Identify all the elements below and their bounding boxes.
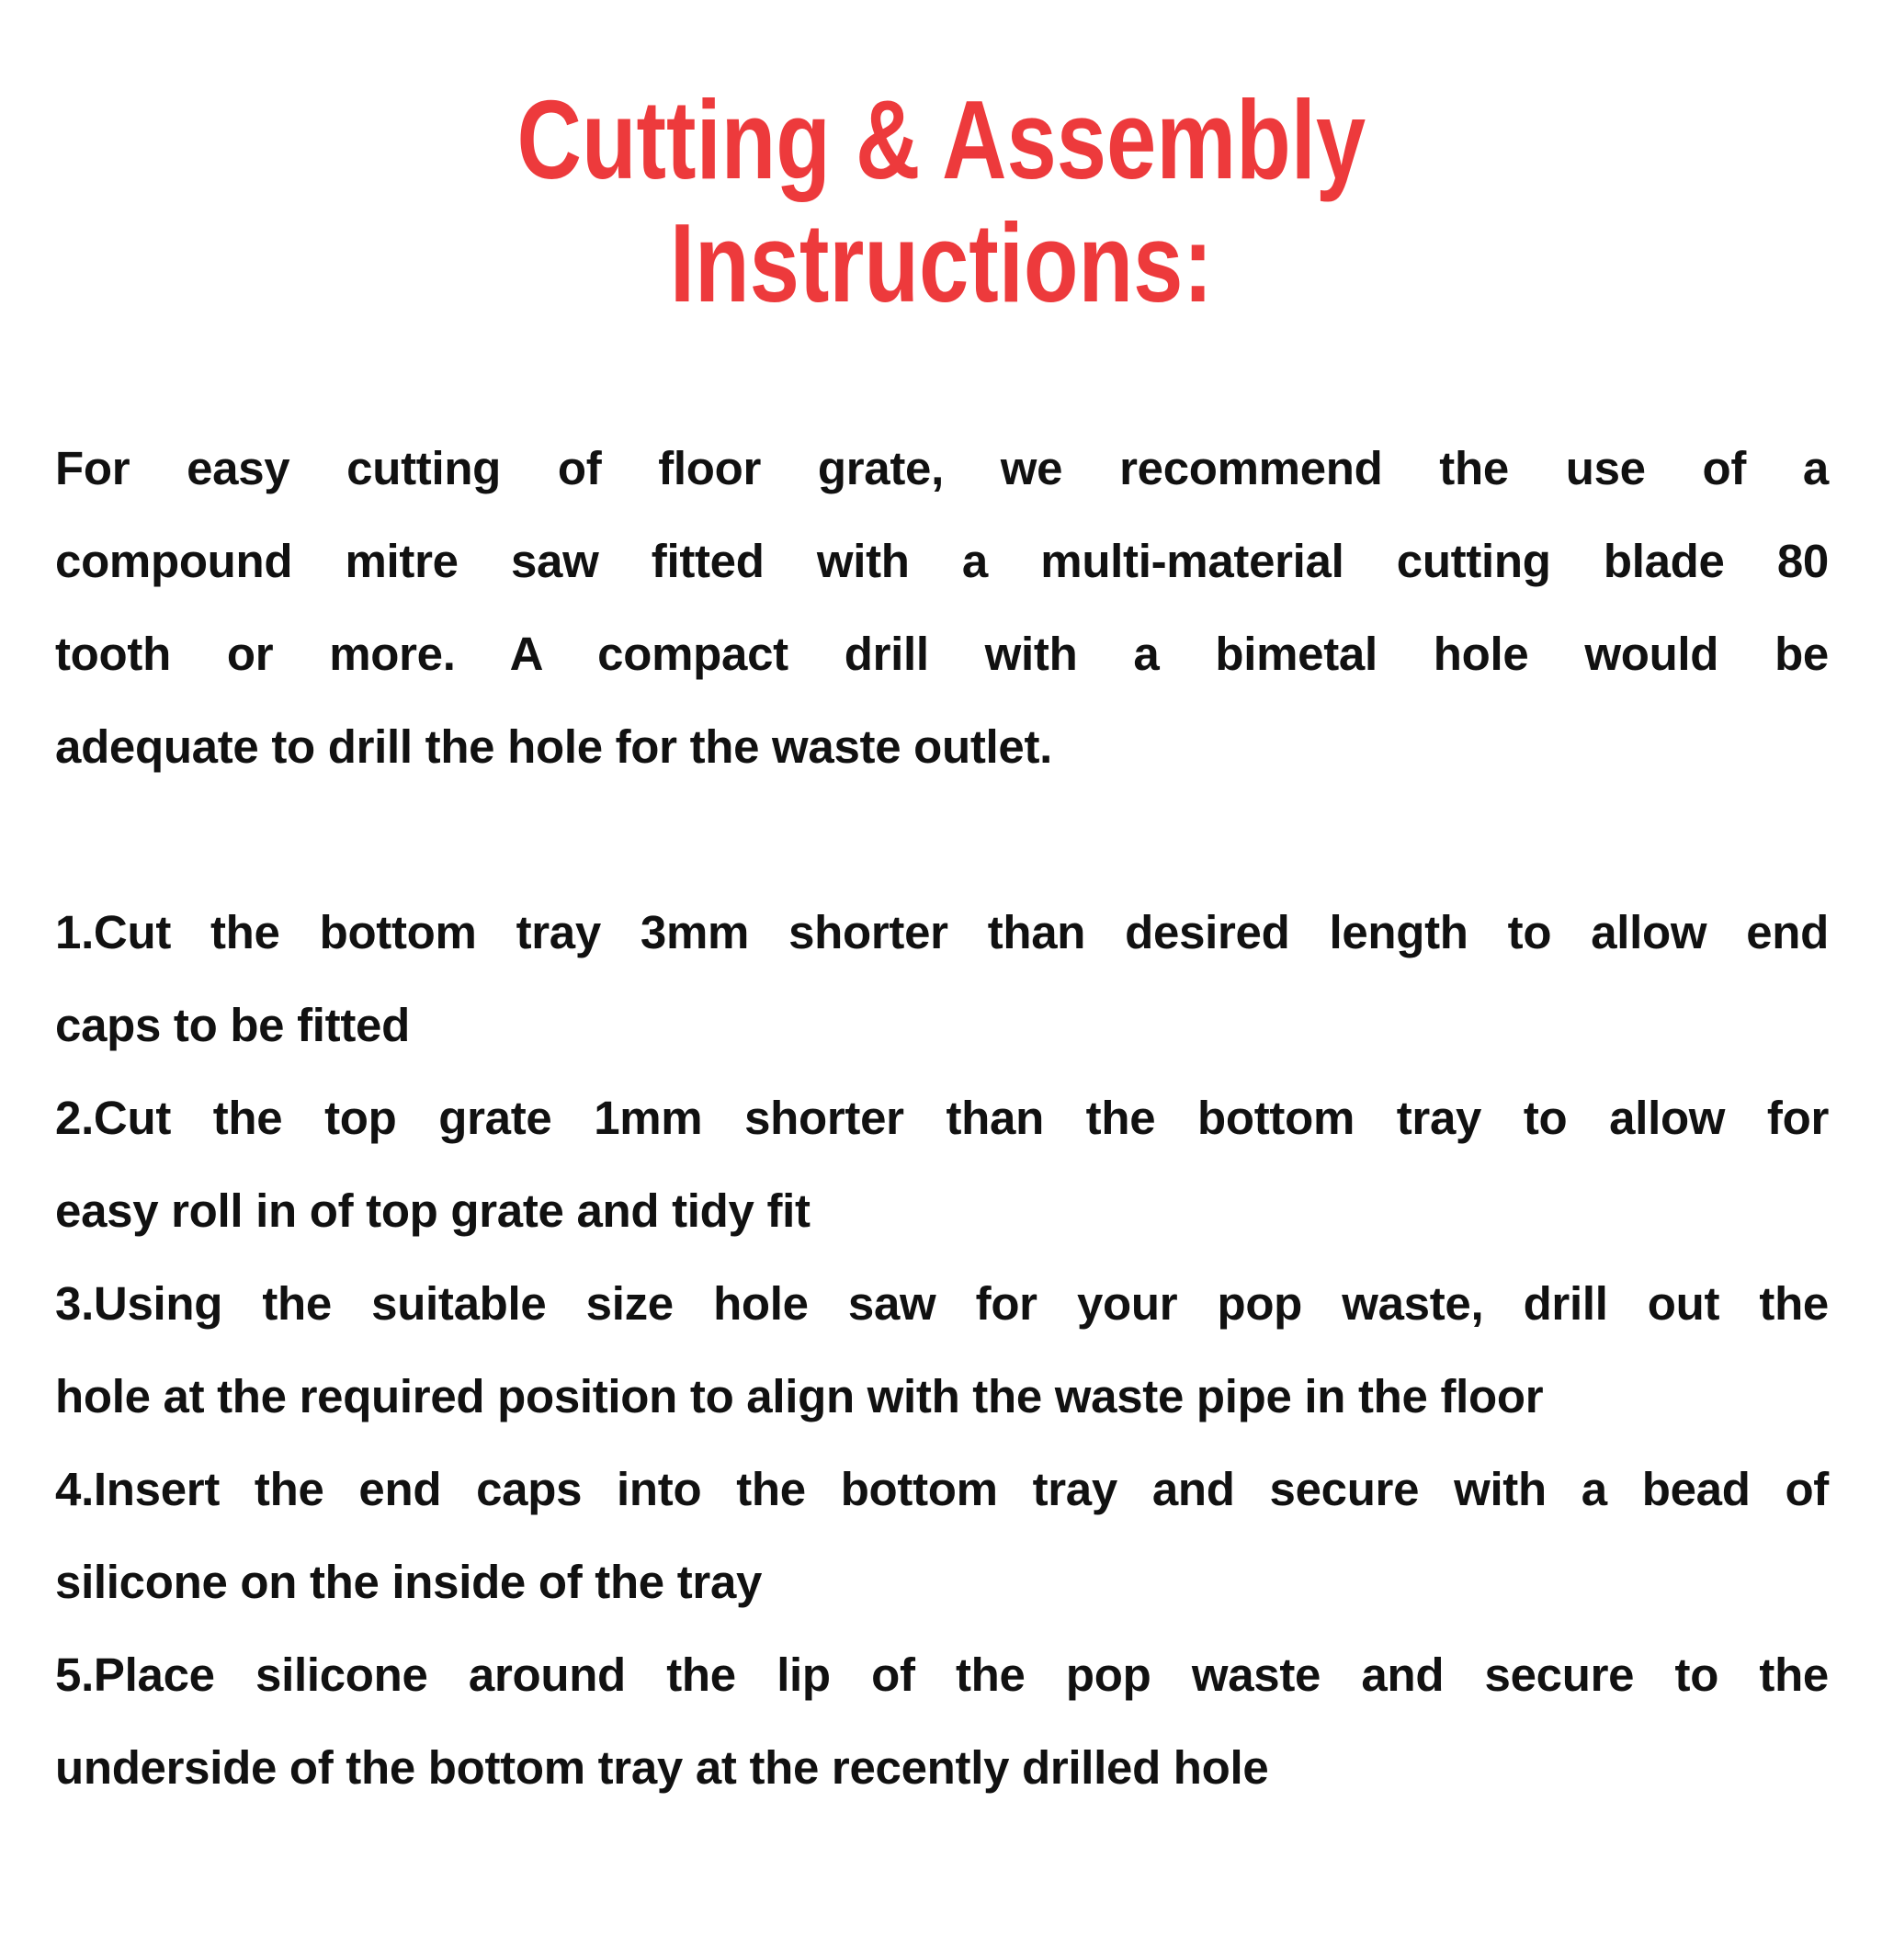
page-title-line-1-text: Cutting & Assembly bbox=[516, 77, 1366, 202]
intro-line-4: adequate to drill the hole for the waste outlet. bbox=[55, 720, 1053, 773]
steps-list bbox=[55, 886, 1829, 1814]
page-title-line-2-text: Instructions: bbox=[669, 200, 1213, 325]
page-title-line-2 bbox=[0, 201, 1882, 324]
intro-line-2: compound mitre saw fitted with a multi-material cutting blade 80 bbox=[55, 535, 1829, 587]
page-title bbox=[0, 78, 1882, 324]
step-1-line-1: 1.Cut the bottom tray 3mm shorter than desired length to allow end bbox=[55, 906, 1829, 958]
document-page bbox=[0, 78, 1882, 1960]
step-2-line-2: easy roll in of top grate and tidy fit bbox=[55, 1184, 811, 1237]
intro-line-3: tooth or more. A compact drill with a bimetal hole would be bbox=[55, 628, 1829, 680]
step-3 bbox=[55, 1257, 1829, 1443]
step-3-line-2: hole at the required position to align with the waste pipe in the floor bbox=[55, 1370, 1544, 1422]
intro-paragraph bbox=[55, 422, 1829, 793]
step-4 bbox=[55, 1443, 1829, 1628]
intro-line-1: For easy cutting of floor grate, we recommend the use of a bbox=[55, 442, 1829, 494]
step-4-line-1: 4.Insert the end caps into the bottom tray and secure with a bead of bbox=[55, 1463, 1829, 1515]
step-5-line-2: underside of the bottom tray at the recently drilled hole bbox=[55, 1741, 1269, 1794]
step-2 bbox=[55, 1071, 1829, 1257]
step-3-line-1: 3.Using the suitable size hole saw for your pop waste, drill out the bbox=[55, 1277, 1829, 1330]
step-1-line-2: caps to be fitted bbox=[55, 999, 410, 1051]
step-1 bbox=[55, 886, 1829, 1071]
step-4-line-2: silicone on the inside of the tray bbox=[55, 1556, 763, 1608]
page-title-line-1 bbox=[0, 78, 1882, 201]
step-2-line-1: 2.Cut the top grate 1mm shorter than the bottom tray to allow for bbox=[55, 1092, 1829, 1144]
step-5 bbox=[55, 1628, 1829, 1814]
instructions-body bbox=[55, 422, 1829, 1814]
step-5-line-1: 5.Place silicone around the lip of the pop waste and secure to the bbox=[55, 1648, 1829, 1701]
